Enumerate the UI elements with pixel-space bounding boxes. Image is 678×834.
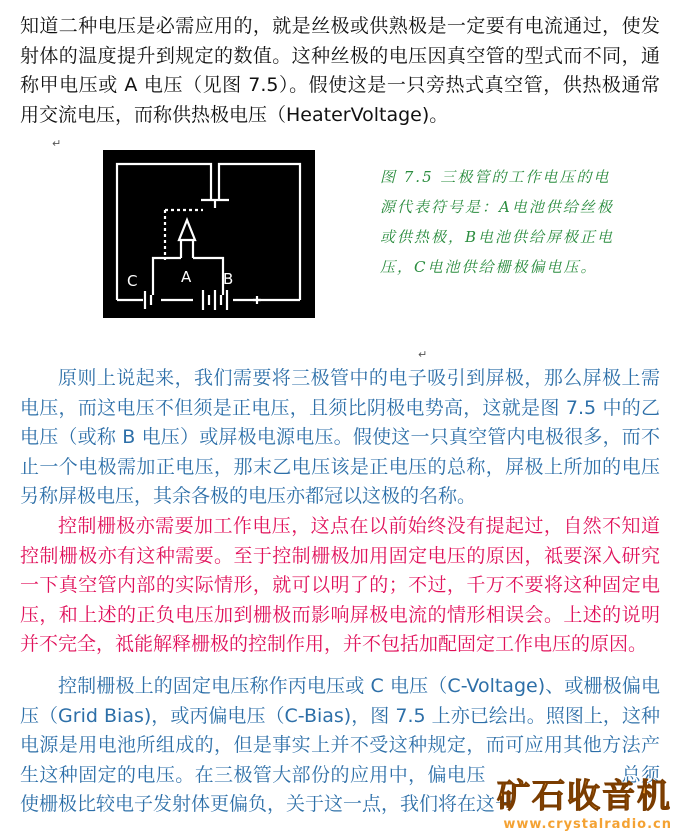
paragraph-plate-voltage: 原则上说起来，我们需要将三极管中的电子吸引到屏极，那么屏极上需电压，而这电压不但须是正电压，且须比阴极电势高，这就是图 7.5 中的乙电压（或称 B 电压）或屏极电源电压。假使这一只真空管内电极很多，而不止一个电极需加正电压，那末乙电压该是正电压的总称，屏极上所加的电压另称屏极电压，其余各极的电压亦都冠以这极的名称。 [20,367,660,508]
watermark-title: 矿石收音机 [497,776,672,815]
paragraph-mark: ↵ [418,348,428,361]
label-a: A [181,268,192,286]
label-c: C [127,272,138,290]
paragraph-mark: ↵ [52,137,62,150]
watermark-url: www.crystalradio.cn [503,817,672,832]
watermark-logo [497,770,672,832]
figure-7-5-circuit [103,150,315,318]
paragraph-grid-bias: 控制栅极上的固定电压称作丙电压或 C 电压（C-Voltage)、或栅极偏电压（Grid Bias)，或丙偏电压（C-Bias)，图 7.5 上亦已绘出。照图上，这种电源是用电池所组成的，但是事实上并不受这种规定，而可应用其他方法产生这种固定的电压。在三极管大部份的应用中，偏电压 总须使栅极比较电子发射体更偏负，关于这一点，我们将在这一 [20,675,660,816]
triode-circuit-diagram [103,150,315,318]
figure-caption: 图 7.5 三极管的工作电压的电源代表符号是：A电池供给丝极或供热极，B电池供给屏极正电压，C电池供给栅极偏电压。 [380,168,615,276]
label-b: B [223,270,234,288]
paragraph-grid-voltage: 控制栅极亦需要加工作电压，这点在以前始终没有提起过，自然不知道控制栅极亦有这种需要。至于控制栅极加用固定电压的原因，祗要深入研究一下真空管内部的实际情形，就可以明了的；不过，千万不要将这种固定电压，和上述的正负电压加到栅极而影响屏极电流的情形相误会。上述的说明并不完全，祗能解释栅极的控制作用，并不包括加配固定工作电压的原因。 [20,515,660,656]
paragraph-heater-voltage: 知道二种电压是必需应用的，就是丝极或供熟极是一定要有电流通过，使发射体的温度提升到规定的数值。这种丝极的电压因真空管的型式而不同，通称甲电压或 A 电压（见图 7.5）。假使这是一只旁热式真空管，供热极通常用交流电压，而称供热极电压（HeaterVoltage)。 [20,15,660,126]
